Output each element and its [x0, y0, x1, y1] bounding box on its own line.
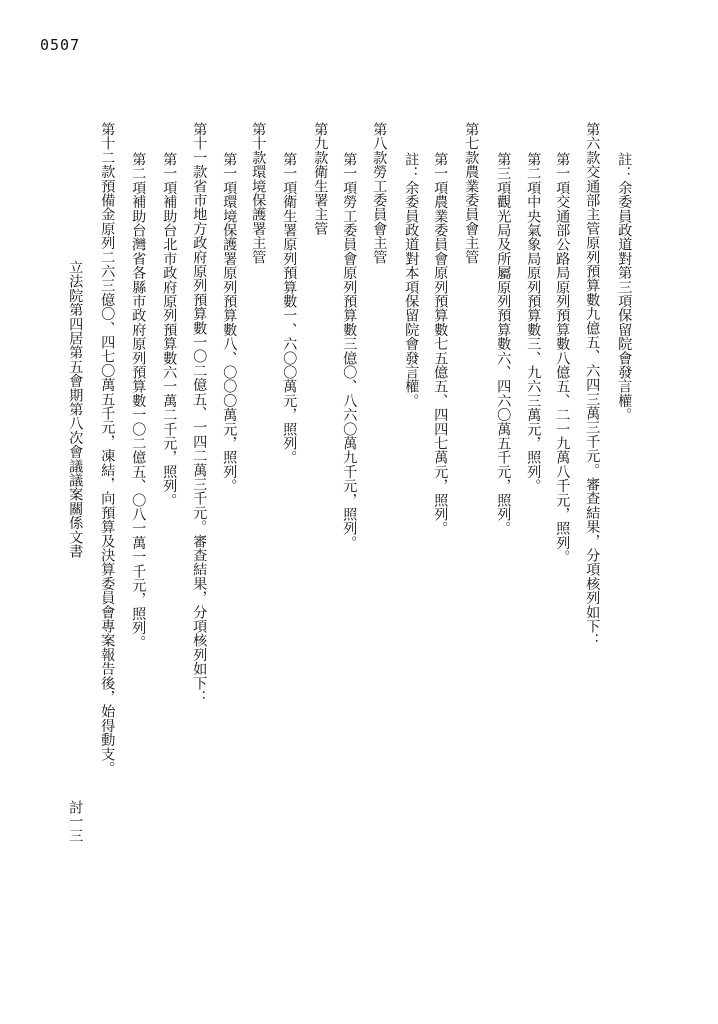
section-heading: 第八款勞工委員會主管	[371, 122, 388, 264]
section-heading: 第七款農業委員會主管	[463, 122, 480, 264]
note-line: 註：余委員政道對本項保留院會發言權。	[403, 152, 420, 408]
page-number: 0507	[40, 36, 81, 54]
item-line: 第一項衛生署原列預算數一、六〇〇萬元，照列。	[281, 152, 298, 465]
item-line: 第一項環境保護署原列預算數八、〇〇〇萬元，照列。	[221, 152, 238, 493]
section-heading: 第十二款預備金原列二六三億〇、四七〇萬五千元，凍結，向預算及決算委員會專案報告後，始得動支。	[99, 122, 116, 776]
section-heading: 第十款環境保護署主管	[250, 122, 267, 264]
section-heading: 第九款衛生署主管	[312, 122, 329, 236]
document-title: 立法院第四居第五會期第八次會議議案關係文書	[67, 260, 84, 559]
item-line: 第一項補助台北市政府原列預算數六一萬二千元，照列。	[161, 152, 178, 507]
section-heading: 第十一款省市地方政府原列預算數一〇二億五、一四二萬三千元。審查結果，分項核列如下：	[191, 122, 208, 705]
item-line: 第二項中央氣象局原列預算數三、九六三萬元，照列。	[525, 152, 542, 493]
item-line: 第一項勞工委員會原列預算數三億〇、八六〇萬九千元，照列。	[341, 152, 358, 550]
item-line: 第一項農業委員會原列預算數七五億五、四四七萬元，照列。	[432, 152, 449, 536]
page-label: 討一三	[67, 800, 84, 843]
section-heading: 第六款交通部主管原列預算數九億五、六四三萬三千元。審查結果，分項核列如下：	[584, 122, 601, 648]
item-line: 第一項交通部公路局原列預算數八億五、二一九萬八千元，照列。	[554, 152, 571, 564]
item-line: 第二項補助台灣省各縣市政府原列預算數一〇二億五、〇八一萬一千元，照列。	[130, 152, 147, 649]
note-line: 註：余委員政道對第三項保留院會發言權。	[616, 152, 633, 422]
item-line: 第三項觀光局及所屬原列預算數六、四六〇萬五千元，照列。	[495, 152, 512, 536]
